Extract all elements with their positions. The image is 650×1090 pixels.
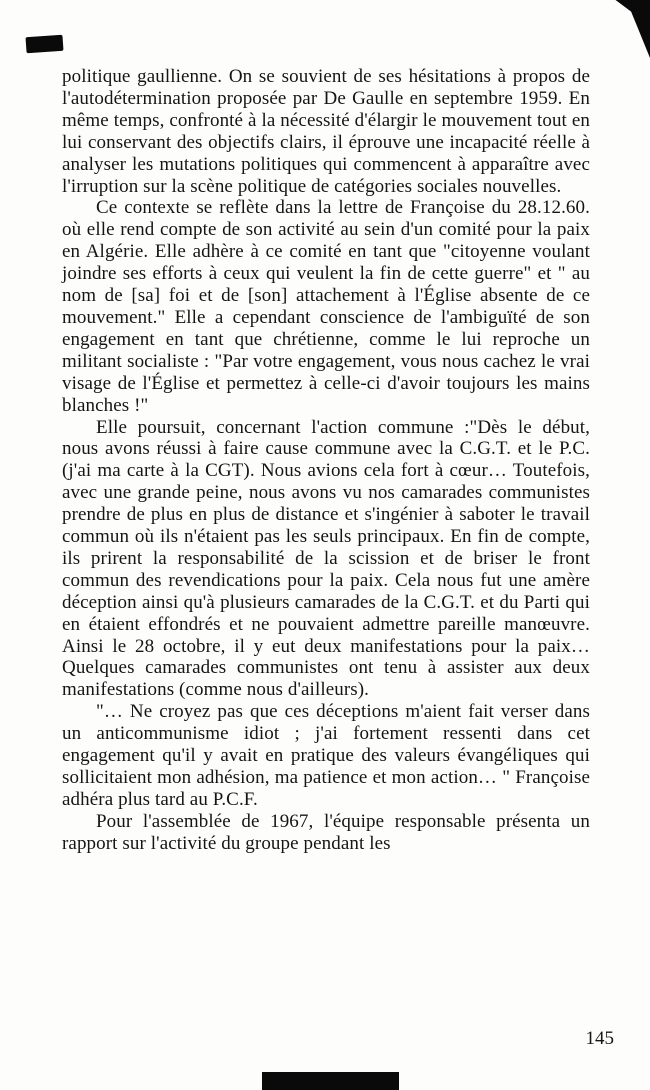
page-number: 145 bbox=[585, 1028, 614, 1049]
scan-artifact-top-left bbox=[25, 35, 63, 54]
scan-artifact-bottom-center bbox=[262, 1072, 399, 1090]
paragraph: "… Ne croyez pas que ces déceptions m'aient fait verser dans un anticommunisme idiot ; j'ai fortement ressenti dans cet engagement qu'il y avait en pratique des valeurs évangéliques qui sollicitaient mon adhésion, ma patience et mon action… " Françoise adhéra plus tard au P.C.F. bbox=[62, 701, 590, 810]
scan-artifact-top-right-corner bbox=[608, 0, 650, 58]
paragraph: Elle poursuit, concernant l'action commune :"Dès le début, nous avons réussi à faire cause commune avec la C.G.T. et le P.C. (j'ai ma carte à la CGT). Nous avions cela fort à cœur… Toutefois, avec une grande peine, nous avons vu nos camarades communistes prendre de plus en plus de distance et s'ingénier à saboter le travail commun où ils n'étaient pas les seuls principaux. En fin de compte, ils prirent la responsabilité de la scission et de briser le front commun des revendications pour la paix. Cela nous fut une amère déception ainsi qu'à plusieurs camarades de la C.G.T. et du Parti qui en étaient effondrés et ne pouvaient admettre pareille manœuvre. Ainsi le 28 octobre, il y eut deux manifestations pour la paix… Quelques camarades communistes ont tenu à assister aux deux manifestations (comme nous d'ailleurs). bbox=[62, 416, 590, 701]
body-text bbox=[62, 66, 590, 855]
paragraph: Ce contexte se reflète dans la lettre de Françoise du 28.12.60. où elle rend compte de son activité au sein d'un comité pour la paix en Algérie. Elle adhère à ce comité en tant que "citoyenne voulant joindre ses efforts à ceux qui veulent la fin de cette guerre" et " au nom de [sa] foi et de [son] attachement à l'Église absente de ce mouvement." Elle a cependant conscience de l'ambiguïté de son engagement en tant que chrétienne, comme le lui reproche un militant socialiste : "Par votre engagement, vous nous cachez le vrai visage de l'Église et permettez à celle-ci d'avoir toujours les mains blanches !" bbox=[62, 197, 590, 416]
paragraph: Pour l'assemblée de 1967, l'équipe responsable présenta un rapport sur l'activité du groupe pendant les bbox=[62, 810, 590, 854]
paragraph-continuation: politique gaullienne. On se souvient de ses hésitations à propos de l'autodétermination proposée par De Gaulle en septembre 1959. En même temps, confronté à la nécessité d'élargir le mouvement tout en lui conservant des objectifs clairs, il éprouve une incapacité réelle à analyser les mutations politiques qui commencent à apparaître avec l'irruption sur la scène politique de catégories sociales nouvelles. bbox=[62, 66, 590, 197]
